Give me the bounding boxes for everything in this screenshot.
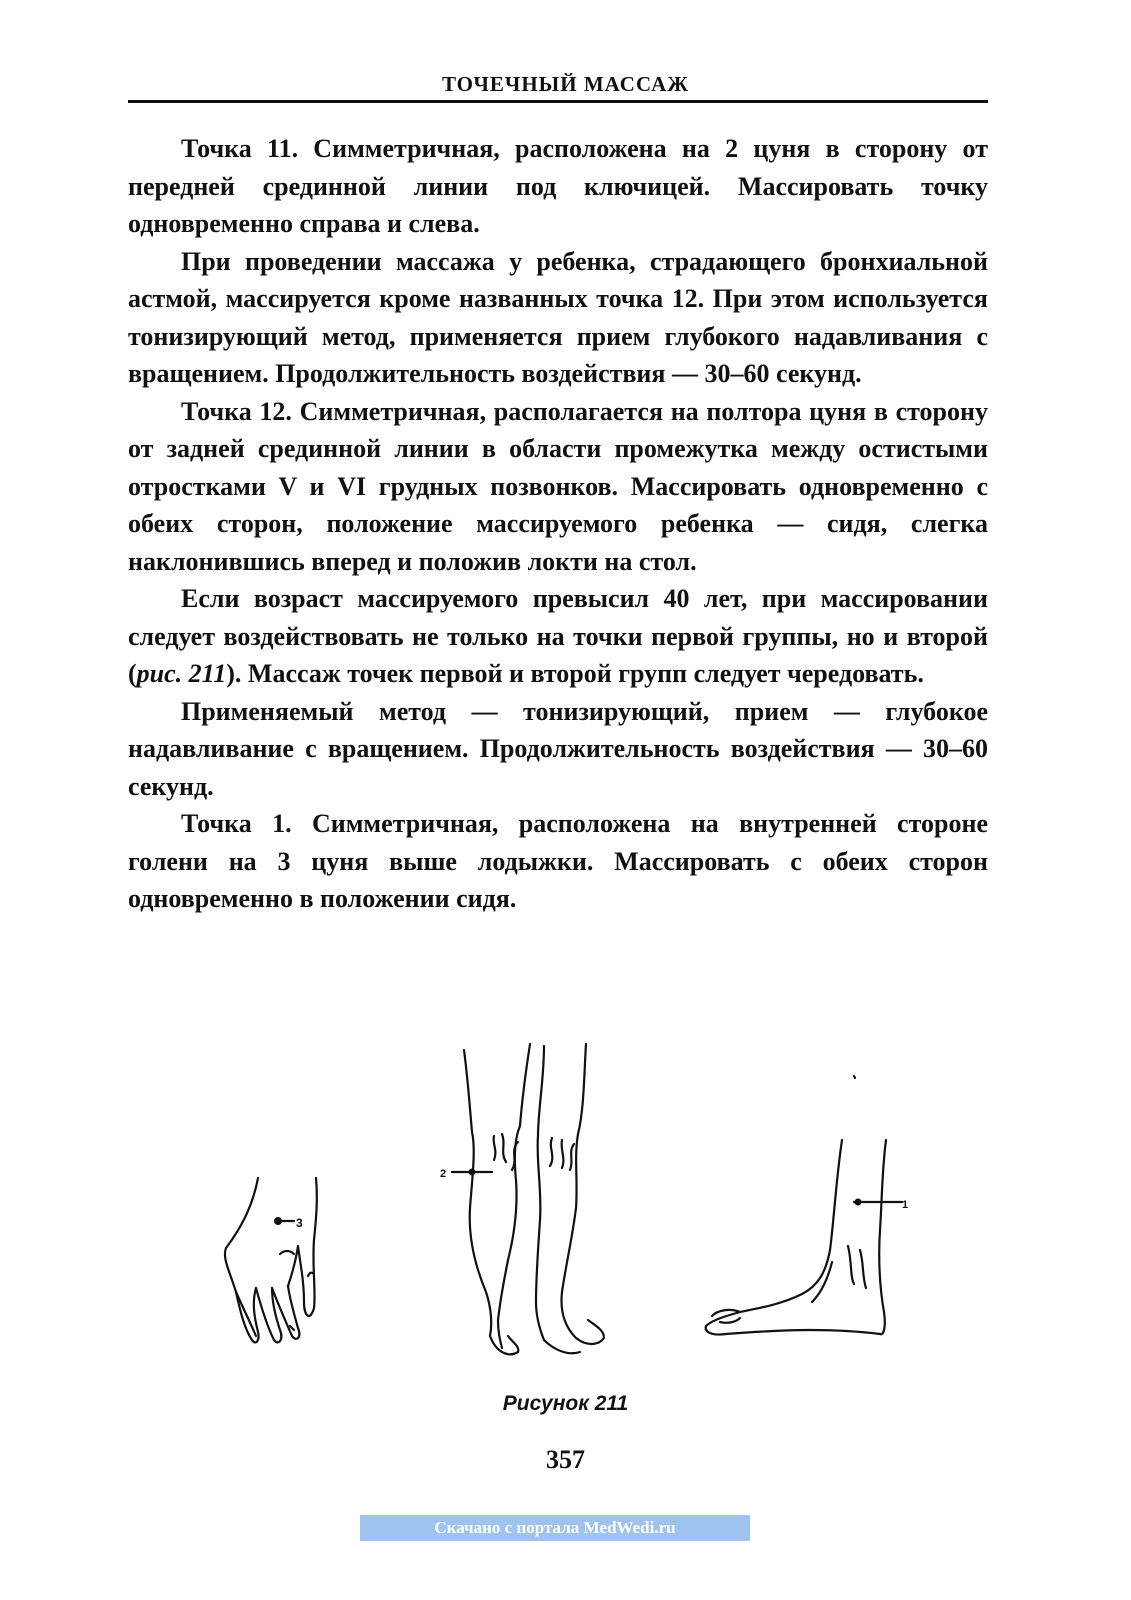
paragraph-text: Если возраст массируемого превысил 40 лет, при массировании следует воздействовать не только на точки первой группы, но и второй ( bbox=[128, 584, 988, 688]
paragraph-text: При проведении массажа у ребенка, страдающего бронхиальной астмой, массируется кроме названных точка 12. При этом используется тонизирующий метод, применяется прием глубокого надавливания с вращением. Продолжительность воздействия — 30–60 секунд. bbox=[128, 246, 988, 388]
paragraph-p2 bbox=[128, 243, 988, 393]
figure-211 bbox=[200, 1040, 940, 1370]
figure-drawing bbox=[200, 1040, 940, 1370]
paragraph-text: Точка 11. Симметричная, расположена на 2 цуня в сторону от передней срединной линии под ключицей. Массировать точку одновременно справа и слева. bbox=[128, 134, 988, 238]
paragraph-text: Точка 1. Симметричная, расположена на внутренней стороне голени на 3 цуня выше лодыжки. Массировать с обеих сторон одновременно в положении сидя. bbox=[128, 809, 988, 913]
point-label-3: 3 bbox=[296, 1216, 303, 1230]
body-text bbox=[128, 130, 988, 918]
paragraph-text: ). Массаж точек первой и второй групп следует чередовать. bbox=[226, 659, 924, 688]
paragraph-p6 bbox=[128, 805, 988, 918]
paragraph-p5 bbox=[128, 693, 988, 806]
paragraph-p3 bbox=[128, 393, 988, 581]
running-head: ТОЧЕЧНЫЙ МАССАЖ bbox=[441, 72, 690, 96]
point-label-1: 1 bbox=[902, 1199, 909, 1211]
figure-reference: рис. 211 bbox=[136, 659, 227, 688]
watermark-banner[interactable]: Скачано с портала MedWedi.ru bbox=[360, 1515, 750, 1541]
paragraph-p1 bbox=[128, 130, 988, 243]
paragraph-p4 bbox=[128, 580, 988, 693]
header-rule bbox=[128, 100, 988, 103]
paragraph-text: Точка 12. Симметричная, располагается на полтора цуня в сторону от задней срединной линии в области промежутка между остистыми отростками V и VI грудных позвонков. Массировать одновременно с обеих сторон, положение массируемого ребенка — сидя, слегка наклонившись вперед и положив локти на стол. bbox=[128, 396, 988, 576]
page-number: 357 bbox=[546, 1445, 585, 1474]
legs-drawing bbox=[452, 1044, 604, 1354]
figure-caption: Рисунок 211 bbox=[502, 1392, 629, 1415]
paragraph-text: Применяемый метод — тонизирующий, прием — глубокое надавливание с вращением. Продолжительность воздействия — 30–60 секунд. bbox=[128, 696, 988, 801]
foot-drawing bbox=[706, 1076, 902, 1335]
point-label-2: 2 bbox=[440, 1168, 447, 1180]
hand-drawing bbox=[225, 1178, 317, 1342]
